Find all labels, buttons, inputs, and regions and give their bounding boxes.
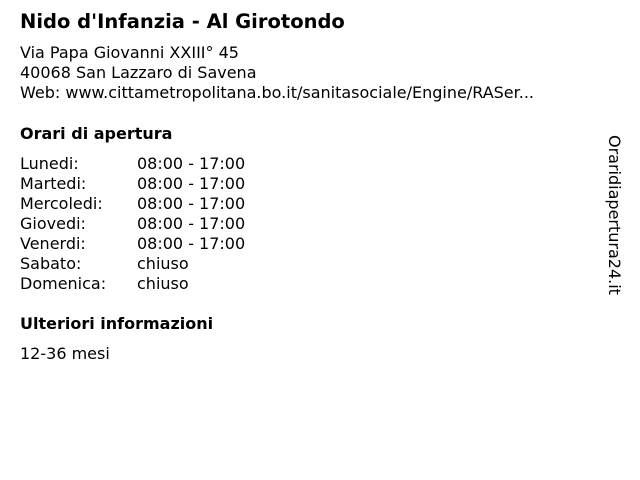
time-value: 08:00 - 17:00 bbox=[137, 154, 246, 173]
time-value: 08:00 - 17:00 bbox=[137, 194, 246, 213]
time-value: chiuso bbox=[137, 254, 189, 273]
street-address: Via Papa Giovanni XXIII° 45 bbox=[20, 43, 239, 62]
hours-row-saturday bbox=[20, 254, 280, 274]
site-watermark: Oraridiapertura24.it bbox=[605, 135, 624, 295]
more-info-text: 12-36 mesi bbox=[20, 344, 110, 363]
hours-row-monday bbox=[20, 154, 280, 174]
hours-row-friday bbox=[20, 234, 280, 254]
address-block bbox=[20, 43, 534, 103]
time-value: chiuso bbox=[137, 274, 189, 293]
opening-hours-table bbox=[20, 154, 280, 294]
hours-row-thursday bbox=[20, 214, 280, 234]
hours-row-tuesday bbox=[20, 174, 280, 194]
opening-hours-heading: Orari di apertura bbox=[20, 124, 173, 143]
day-label: Venerdi: bbox=[20, 234, 86, 253]
city-address: 40068 San Lazzaro di Savena bbox=[20, 63, 257, 82]
hours-row-wednesday bbox=[20, 194, 280, 214]
day-label: Sabato: bbox=[20, 254, 82, 273]
day-label: Giovedi: bbox=[20, 214, 86, 233]
page-title: Nido d'Infanzia - Al Girotondo bbox=[20, 10, 345, 33]
day-label: Lunedi: bbox=[20, 154, 79, 173]
time-value: 08:00 - 17:00 bbox=[137, 214, 246, 233]
day-label: Martedi: bbox=[20, 174, 87, 193]
hours-row-sunday bbox=[20, 274, 280, 294]
website-link[interactable]: Web: www.cittametropolitana.bo.it/sanitasociale/Engine/RASer... bbox=[20, 83, 535, 102]
day-label: Mercoledi: bbox=[20, 194, 103, 213]
more-info-heading: Ulteriori informazioni bbox=[20, 314, 214, 333]
time-value: 08:00 - 17:00 bbox=[137, 234, 246, 253]
time-value: 08:00 - 17:00 bbox=[137, 174, 246, 193]
day-label: Domenica: bbox=[20, 274, 107, 293]
